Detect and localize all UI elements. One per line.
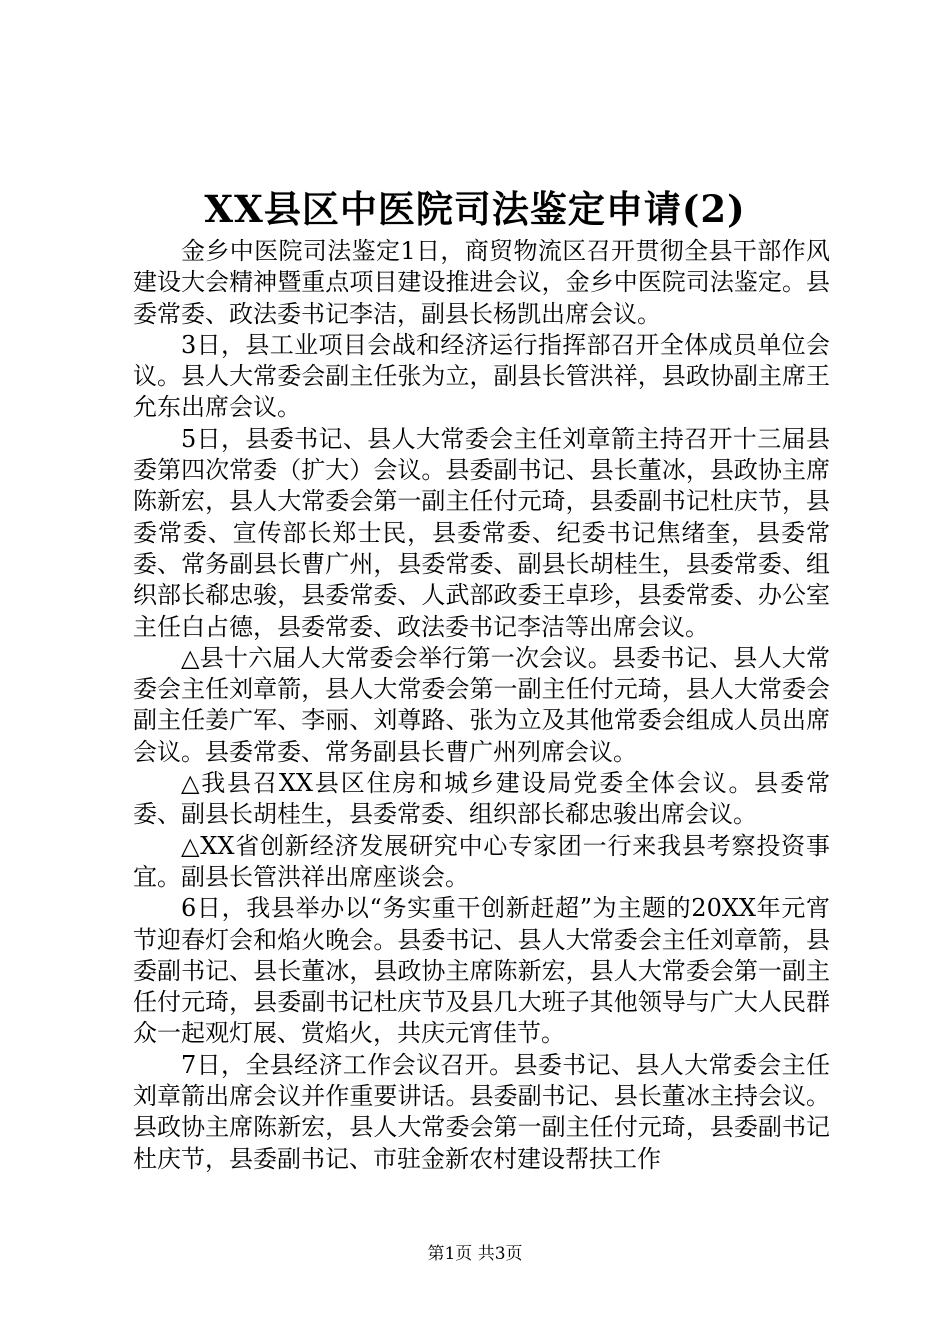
document-title: XX县区中医院司法鉴定申请(2) — [204, 187, 746, 231]
paragraph-8: 7日，全县经济工作会议召开。县委书记、县人大常委会主任刘章箭出席会议并作重要讲话。县委副书记、县长董冰主持会议。县政协主席陈新宏，县人大常委会第一副主任付元琦，县委副书记杜庆节，县委副书记、市驻金新农村建设帮扶工作 — [133, 1050, 830, 1173]
paragraph-7: 6日，我县举办以“务实重干创新赶超”为主题的20XX年元宵节迎春灯会和焰火晚会。县委书记、县人大常委会主任刘章箭，县委副书记、县长董冰，县政协主席陈新宏，县人大常委会第一副主任付元琦，县委副书记杜庆节及县几大班子其他领导与广大人民群众一起观灯展、赏焰火，共庆元宵佳节。 — [133, 894, 830, 1048]
paragraph-2: 3日，县工业项目会战和经济运行指挥部召开全体成员单位会议。县人大常委会副主任张为立，副县长管洪祥，县政协副主席王允东出席会议。 — [133, 330, 830, 422]
paragraph-3: 5日，县委书记、县人大常委会主任刘章箭主持召开十三届县委第四次常委（扩大）会议。县委副书记、县长董冰，县政协主席陈新宏，县人大常委会第一副主任付元琦，县委副书记杜庆节，县委常委、宣传部长郑士民，县委常委、纪委书记焦绪奎，县委常委、常务副县长曹广州，县委常委、副县长胡桂生，县委常委、组织部长郗忠骏，县委常委、人武部政委王卓珍，县委常委、办公室主任白占德，县委常委、政法委书记李洁等出席会议。 — [133, 424, 830, 641]
paragraph-6: △XX省创新经济发展研究中心专家团一行来我县考察投资事宜。副县长管洪祥出席座谈会。 — [133, 831, 830, 891]
page-footer: 第1页 共3页 — [427, 1244, 523, 1264]
paragraph-4: △县十六届人大常委会举行第一次会议。县委书记、县人大常委会主任刘章箭，县人大常委会第一副主任付元琦，县人大常委会副主任姜广军、李丽、刘尊路、张为立及其他常委会组成人员出席会议。县委常委、常务副县长曹广州列席会议。 — [133, 643, 830, 766]
document-body — [133, 236, 830, 1175]
paragraph-5: △我县召XX县区住房和城乡建设局党委全体会议。县委常委、副县长胡桂生，县委常委、组织部长郗忠骏出席会议。 — [133, 769, 830, 829]
paragraph-1: 金乡中医院司法鉴定1日，商贸物流区召开贯彻全县干部作风建设大会精神暨重点项目建设推进会议，金乡中医院司法鉴定。县委常委、政法委书记李洁，副县长杨凯出席会议。 — [133, 237, 830, 328]
